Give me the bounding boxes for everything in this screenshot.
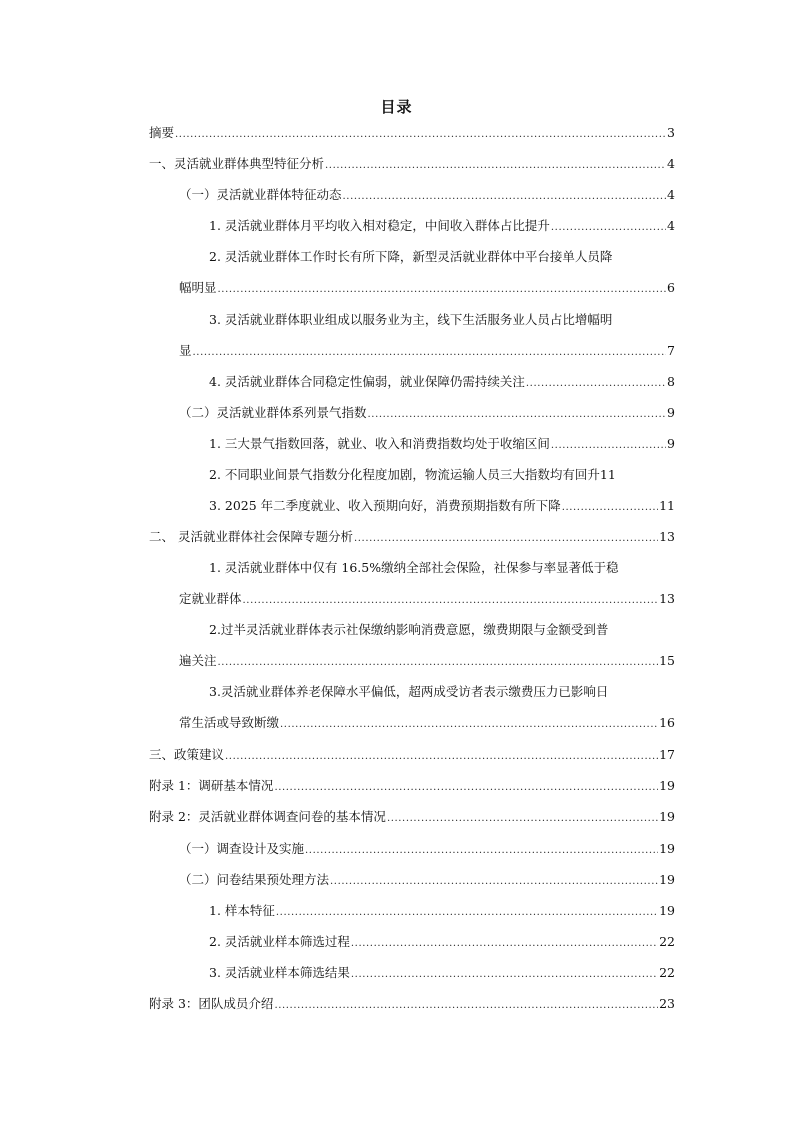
toc-page-number: 13 <box>659 529 675 544</box>
toc-entry-section-1-2-3[interactable] <box>149 497 675 515</box>
toc-entry-section-2-1[interactable] <box>149 559 675 608</box>
toc-entry-text: 遍关注 <box>179 653 217 668</box>
toc-entry-text: 3. 2025 年二季度就业、收入预期向好，消费预期指数有所下降 <box>209 498 561 513</box>
dot-leader <box>175 124 666 144</box>
toc-entry-appendix-2-2-2[interactable] <box>149 933 675 951</box>
toc-entry-text: （一）调查设计及实施 <box>179 841 305 856</box>
toc-entry-text: 附录 1：调研基本情况 <box>149 778 274 793</box>
toc-page-number: 19 <box>659 778 675 793</box>
dot-leader <box>276 902 658 922</box>
toc-entry-first-line: 2. 灵活就业群体工作时长有所下降，新型灵活就业群体中平台接单人员降 <box>209 249 613 264</box>
toc-entry-text: 常生活或导致断缴 <box>179 715 280 730</box>
toc-entry-appendix-1[interactable] <box>149 777 675 795</box>
toc-entry-text: （二）灵活就业群体系列景气指数 <box>179 405 367 420</box>
dot-leader <box>225 746 658 766</box>
dot-leader <box>343 186 667 206</box>
dot-leader <box>387 808 658 828</box>
toc-entry-section-2[interactable] <box>149 528 675 546</box>
toc-entry-text: 1. 样本特征 <box>209 903 275 918</box>
dot-leader <box>274 995 658 1015</box>
toc-entry-text: 附录 2：灵活就业群体调查问卷的基本情况 <box>149 809 386 824</box>
toc-page-number: 22 <box>659 934 675 949</box>
toc-entry-first-line: 3.灵活就业群体养老保障水平偏低，超两成受访者表示缴费压力已影响日 <box>209 684 609 699</box>
toc-entry-appendix-2-2-1[interactable] <box>149 902 675 920</box>
dot-leader <box>526 373 666 393</box>
dot-leader <box>368 404 667 424</box>
toc-page-number: 3 <box>667 125 675 140</box>
toc-page-number: 8 <box>667 374 675 389</box>
toc-page-number: 9 <box>667 405 675 420</box>
toc-entry-text: 幅明显 <box>179 280 217 295</box>
toc-page-number: 15 <box>659 653 675 668</box>
dot-leader <box>280 714 658 734</box>
dot-leader <box>354 528 658 548</box>
toc-entry-section-2-3[interactable] <box>149 683 675 732</box>
dot-leader <box>330 871 658 891</box>
toc-entry-appendix-2-1[interactable] <box>149 840 675 858</box>
dot-leader <box>351 933 658 953</box>
dot-leader <box>351 964 658 984</box>
toc-page-number: 4 <box>667 156 675 171</box>
dot-leader <box>551 217 666 237</box>
toc-entry-text: 2. 不同职业间景气指数分化程度加剧，物流运输人员三大指数均有回升 <box>209 467 600 482</box>
toc-entry-text: 显 <box>179 343 192 358</box>
toc-entry-section-1-2-1[interactable] <box>149 435 675 453</box>
toc-entry-section-1-1-4[interactable] <box>149 373 675 391</box>
toc-page-number: 4 <box>667 218 675 233</box>
toc-entry-text: 一、灵活就业群体典型特征分析 <box>149 156 325 171</box>
toc-page-number: 19 <box>659 841 675 856</box>
toc-title: 目录 <box>380 98 413 116</box>
dot-leader <box>243 590 659 610</box>
dot-leader <box>218 652 659 672</box>
dot-leader <box>325 155 666 175</box>
toc-entry-text: 2. 灵活就业样本筛选过程 <box>209 934 350 949</box>
toc-entry-text: 二、 灵活就业群体社会保障专题分析 <box>149 529 353 544</box>
toc-entry-first-line: 2.过半灵活就业群体表示社保缴纳影响消费意愿，缴费期限与金额受到普 <box>209 622 609 637</box>
toc-page-number: 22 <box>659 965 675 980</box>
dot-leader <box>218 279 667 299</box>
dot-leader <box>305 840 658 860</box>
toc-entry-section-1-2-2[interactable] <box>149 466 675 484</box>
toc-page-number: 23 <box>659 996 675 1011</box>
toc-entry-section-1-1[interactable] <box>149 186 675 204</box>
toc-page-number: 9 <box>667 436 675 451</box>
toc-entry-text: 附录 3：团队成员介绍 <box>149 996 274 1011</box>
toc-page-number: 19 <box>659 809 675 824</box>
toc-entry-text: 3. 灵活就业样本筛选结果 <box>209 965 350 980</box>
toc-entry-section-1-2[interactable] <box>149 404 675 422</box>
dot-leader <box>193 342 667 362</box>
toc-entry-first-line: 3. 灵活就业群体职业组成以服务业为主，线下生活服务业人员占比增幅明 <box>209 312 613 327</box>
toc-entry-abstract[interactable] <box>149 124 675 142</box>
toc-entry-first-line: 1. 灵活就业群体中仅有 16.5%缴纳全部社会保险，社保参与率显著低于稳 <box>209 560 619 575</box>
toc-entry-appendix-2-2[interactable] <box>149 871 675 889</box>
toc-page-number: 17 <box>659 747 675 762</box>
toc-page-number: 13 <box>659 591 675 606</box>
toc-entry-section-3[interactable] <box>149 746 675 764</box>
toc-entry-appendix-3[interactable] <box>149 995 675 1013</box>
dot-leader <box>562 497 658 517</box>
toc-page-number: 19 <box>659 872 675 887</box>
toc-entry-section-1-1-1[interactable] <box>149 217 675 235</box>
toc-page-number: 6 <box>667 280 675 295</box>
toc-page-number: 4 <box>667 187 675 202</box>
dot-leader <box>274 777 658 797</box>
toc-entry-appendix-2[interactable] <box>149 808 675 826</box>
toc-page-number: 7 <box>667 343 675 358</box>
toc-page-number: 19 <box>659 903 675 918</box>
toc-entry-text: （二）问卷结果预处理方法 <box>179 872 330 887</box>
dot-leader <box>551 435 666 455</box>
toc-page-number: 16 <box>659 715 675 730</box>
toc-entry-text: 定就业群体 <box>179 591 242 606</box>
toc-entry-text: 1. 灵活就业群体月平均收入相对稳定，中间收入群体占比提升 <box>209 218 550 233</box>
toc-entry-text: 三、政策建议 <box>149 747 225 762</box>
toc-entry-section-1-1-3[interactable] <box>149 311 675 360</box>
toc-page-number: 11 <box>659 498 675 513</box>
toc-page-number: 11 <box>599 467 616 482</box>
toc-entry-section-2-2[interactable] <box>149 621 675 670</box>
toc-entry-appendix-2-2-3[interactable] <box>149 964 675 982</box>
toc-entry-text: 1. 三大景气指数回落，就业、收入和消费指数均处于收缩区间 <box>209 436 550 451</box>
toc-entry-section-1[interactable] <box>149 155 675 173</box>
toc-entry-text: （一）灵活就业群体特征动态 <box>179 187 342 202</box>
toc-entry-text: 摘要 <box>149 125 175 140</box>
toc-entry-section-1-1-2[interactable] <box>149 248 675 297</box>
toc-entry-text: 4. 灵活就业群体合同稳定性偏弱，就业保障仍需持续关注 <box>209 374 525 389</box>
